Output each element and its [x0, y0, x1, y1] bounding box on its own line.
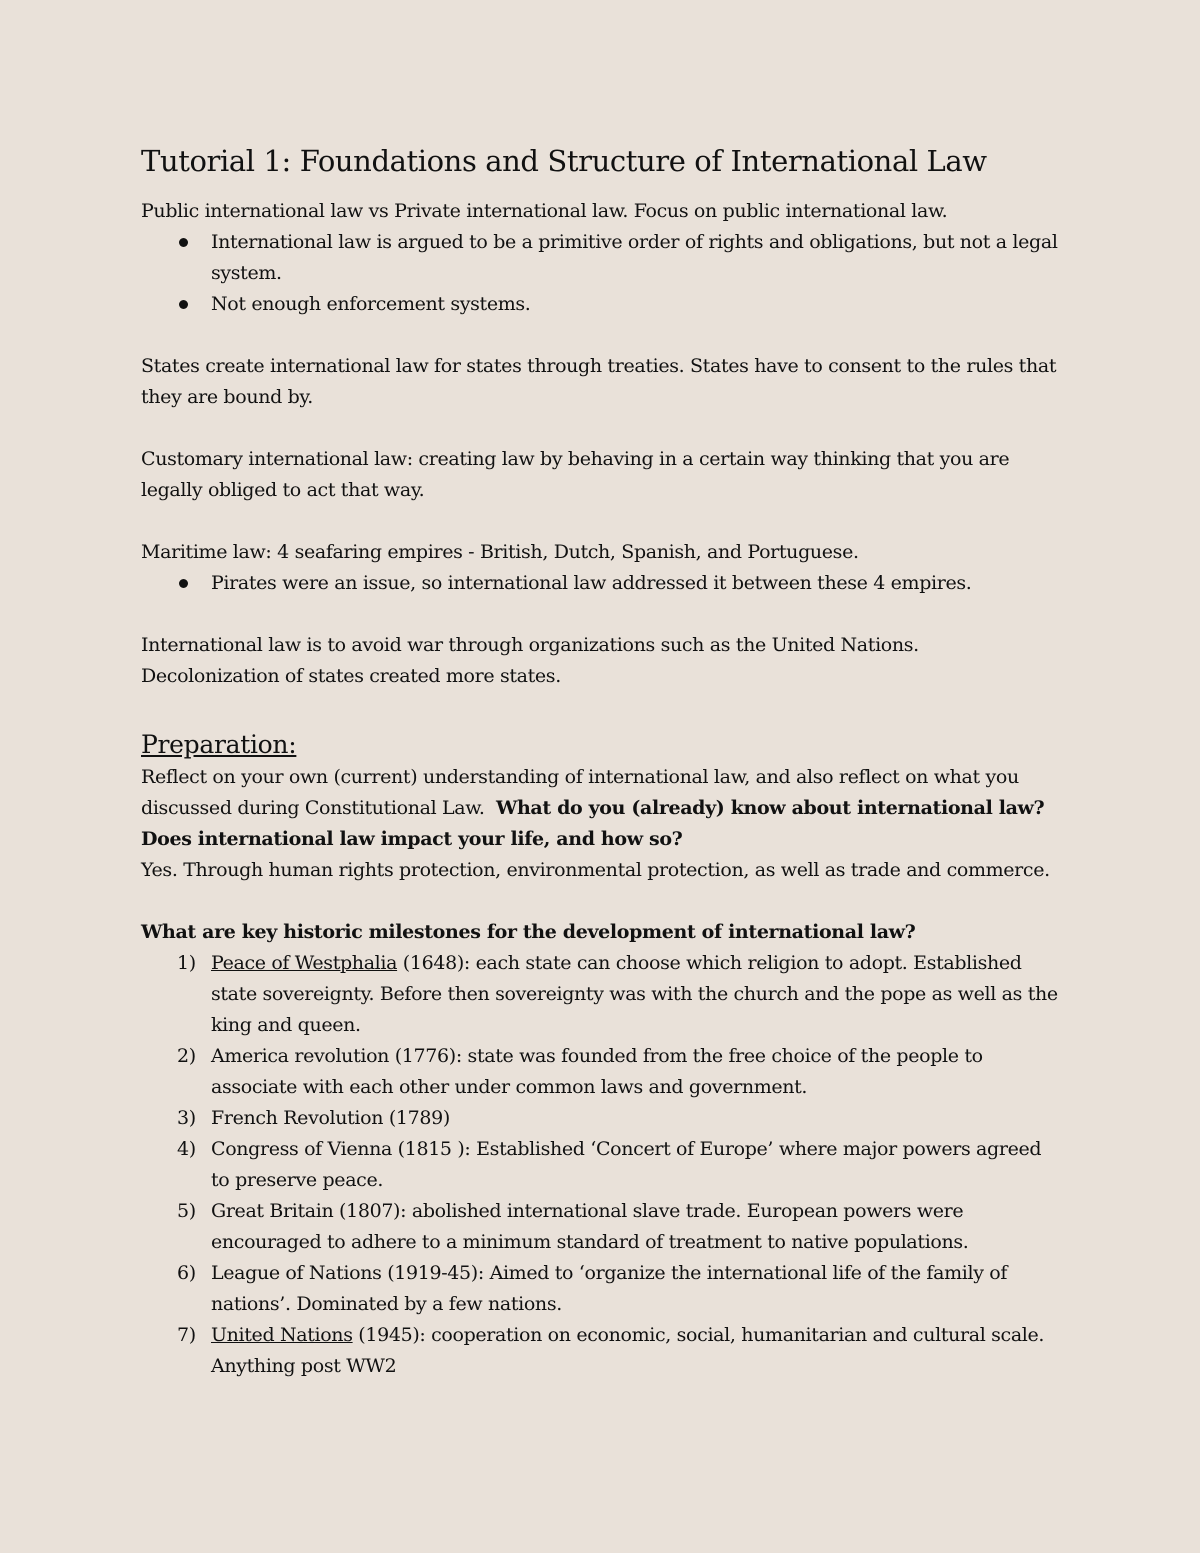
bullet-icon: [179, 579, 188, 588]
milestone-name: Peace of Westphalia: [211, 952, 398, 974]
milestone-name: United Nations: [211, 1324, 353, 1346]
bullet-icon: [179, 238, 188, 247]
milestone-text: (1648): each state can choose which religion to adopt. Established state sovereignty. Before then sovereignty was with the church and the pope as well as the king and queen.: [211, 952, 1058, 1036]
preparation-question: What do you (already) know about international law? Does international law impact your life, and how so?: [141, 797, 1045, 850]
item-number: 4): [177, 1138, 196, 1160]
war-line-1: International law is to avoid war through organizations such as the United Nations.: [141, 634, 919, 656]
states-paragraph: States create international law for states through treaties. States have to consent to the rules that they are bound by.: [141, 355, 1057, 408]
spacer: [141, 413, 1060, 444]
bullet-text: International law is argued to be a primitive order of rights and obligations, but not a legal system.: [211, 231, 1058, 284]
milestone-text: Congress of Vienna (1815 ): Established ‘Concert of Europe’ where major powers agreed to preserve peace.: [211, 1138, 1042, 1191]
list-item: [177, 948, 1060, 1041]
milestone-text: Great Britain (1807): abolished international slave trade. European powers were encouraged to adhere to a minimum standard of treatment to native populations.: [211, 1200, 969, 1253]
war-paragraph: [141, 630, 1060, 692]
list-item: [177, 1196, 1060, 1258]
spacer: [141, 886, 1060, 917]
preparation-answer: Yes. Through human rights protection, environmental protection, as well as trade and commerce.: [141, 859, 1050, 881]
item-number: 3): [177, 1107, 196, 1129]
list-item: [177, 1103, 1060, 1134]
milestone-text: League of Nations (1919-45): Aimed to ‘organize the international life of the family of nations’. Dominated by a few nations.: [211, 1262, 1008, 1315]
bullet-text: Not enough enforcement systems.: [211, 293, 531, 315]
list-item: [177, 1258, 1060, 1320]
spacer: [141, 692, 1060, 714]
item-number: 1): [177, 952, 196, 974]
milestones-question: What are key historic milestones for the development of international law?: [141, 921, 916, 943]
customary-paragraph: Customary international law: creating law by behaving in a certain way thinking that you are legally obliged to act that way.: [141, 448, 1010, 501]
preparation-paragraph: [141, 762, 1060, 855]
maritime-bullet-list: [141, 568, 1060, 599]
bullet-icon: [179, 300, 188, 309]
item-number: 6): [177, 1262, 196, 1284]
list-item: [177, 1041, 1060, 1103]
spacer: [141, 506, 1060, 537]
list-item: [177, 1134, 1060, 1196]
item-number: 5): [177, 1200, 196, 1222]
milestone-text: America revolution (1776): state was founded from the free choice of the people to associate with each other under common laws and government.: [211, 1045, 983, 1098]
milestones-list: [141, 948, 1060, 1382]
milestone-text: (1945): cooperation on economic, social, humanitarian and cultural scale. Anything post WW2: [211, 1324, 1045, 1377]
preparation-heading: Preparation:: [141, 730, 297, 759]
page-title: Tutorial 1: Foundations and Structure of International Law: [141, 144, 987, 178]
item-number: 2): [177, 1045, 196, 1067]
spacer: [141, 599, 1060, 630]
list-item: [211, 289, 1060, 320]
list-item: [211, 227, 1060, 289]
bullet-text: Pirates were an issue, so international law addressed it between these 4 empires.: [211, 572, 972, 594]
milestone-text: French Revolution (1789): [211, 1107, 450, 1129]
list-item: [177, 1320, 1060, 1382]
war-line-2: Decolonization of states created more states.: [141, 665, 561, 687]
maritime-paragraph: Maritime law: 4 seafaring empires - British, Dutch, Spanish, and Portuguese.: [141, 541, 859, 563]
intro-bullet-list: [141, 227, 1060, 320]
spacer: [141, 320, 1060, 351]
item-number: 7): [177, 1324, 196, 1346]
intro-paragraph: Public international law vs Private international law. Focus on public international law.: [141, 200, 948, 222]
preparation-text: Reflect on your own (current) understanding of international law, and also reflect on what you discussed during Constitutional Law.: [141, 766, 1019, 819]
list-item: [211, 568, 1060, 599]
